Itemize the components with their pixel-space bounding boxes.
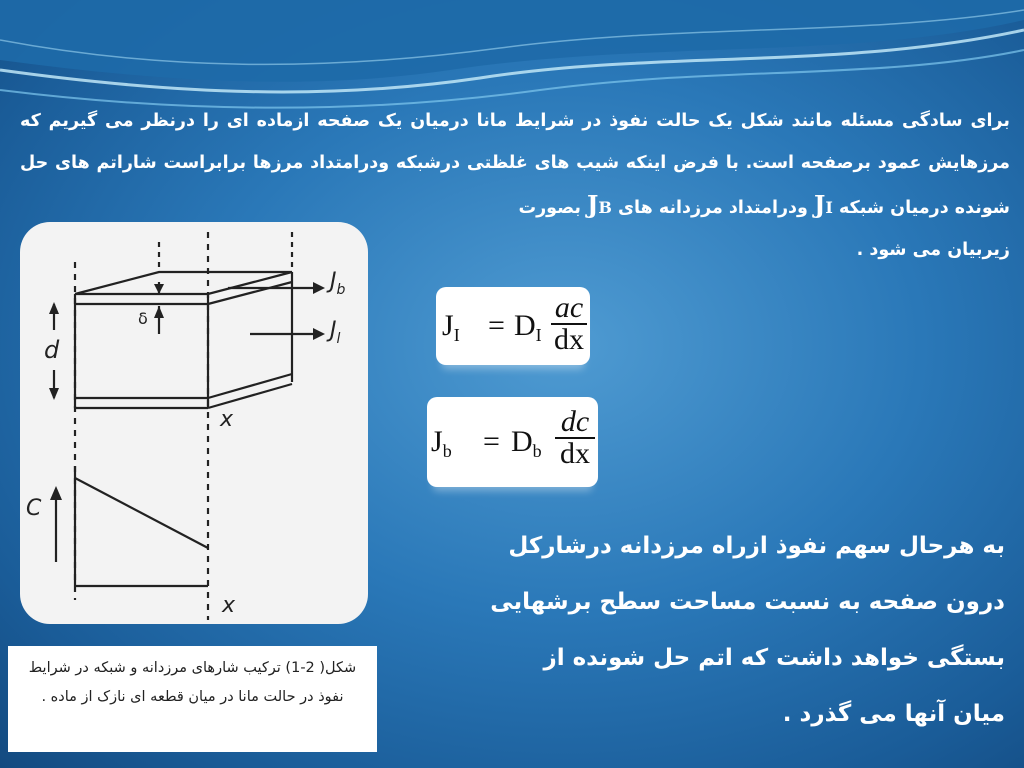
jb-symbol: JB	[587, 190, 612, 219]
c-label: C	[26, 496, 42, 521]
intro-text-part1: برای سادگی مسئله مانند شکل یک حالت نفوذ در شرایط مانا درمیان یک صفحه ازماده ای را درنظر می گیریم که مرزهایش عمود برصفحه است. با فرض اینکه شیب های غلظتی درشبکه ودرامتداد مرزها برابراست شاراتم های حل شونده درمیان شبکه	[20, 111, 1010, 218]
x-label-bottom: x	[222, 593, 236, 618]
delta-label: δ	[138, 309, 148, 328]
equation-jl-fraction	[551, 293, 587, 355]
equation-jl-numerator: ac	[554, 291, 584, 324]
d-label: d	[44, 336, 60, 364]
equation-jb-numerator: dc	[560, 405, 590, 438]
equation-jb-fraction	[555, 407, 595, 469]
equation-jl-denominator: dx	[551, 323, 587, 355]
equation-jb-equals: =	[483, 425, 500, 458]
equation-jb	[427, 397, 598, 487]
intro-text-part2: ودرامتداد مرزدانه های	[618, 198, 808, 218]
intro-text-part3: بصورت	[518, 198, 581, 218]
equation-jb-denominator: dx	[555, 437, 595, 469]
equation-jb-lhs: $J_b$	[431, 425, 452, 461]
jl-symbol: JI	[814, 190, 833, 219]
diffusion-diagram	[20, 222, 368, 624]
side-line-1: به هرحال سهم نفوذ ازراه مرزدانه درشارکل	[508, 533, 1005, 559]
side-line-2: درون صفحه به نسبت مساحت سطح برشهایی	[490, 589, 1005, 615]
equation-jb-coef: $D_b$	[511, 425, 542, 461]
diffusion-figure	[20, 222, 368, 624]
equation-jl	[436, 287, 590, 365]
jl-label: $J_l$	[330, 318, 341, 347]
side-line-4: میان آنها می گذرد .	[782, 701, 1005, 727]
side-line-3: بستگی خواهد داشت که اتم حل شونده از	[543, 645, 1005, 671]
intro-last-line: زیربیان می شود .	[856, 240, 1010, 260]
equation-jl-equals: =	[488, 309, 505, 342]
side-paragraph	[445, 518, 1005, 742]
jb-label: $J_b$	[330, 269, 346, 298]
equation-jl-coef: $D_I$	[514, 309, 542, 345]
x-label-top: x	[220, 407, 234, 432]
figure-caption: شکل( 2-1) ترکیب شارهای مرزدانه و شبکه در شرایط نفوذ در حالت مانا در میان قطعه ای نازک از ماده .	[8, 646, 377, 752]
equation-jl-lhs: $J_I$	[442, 309, 460, 345]
